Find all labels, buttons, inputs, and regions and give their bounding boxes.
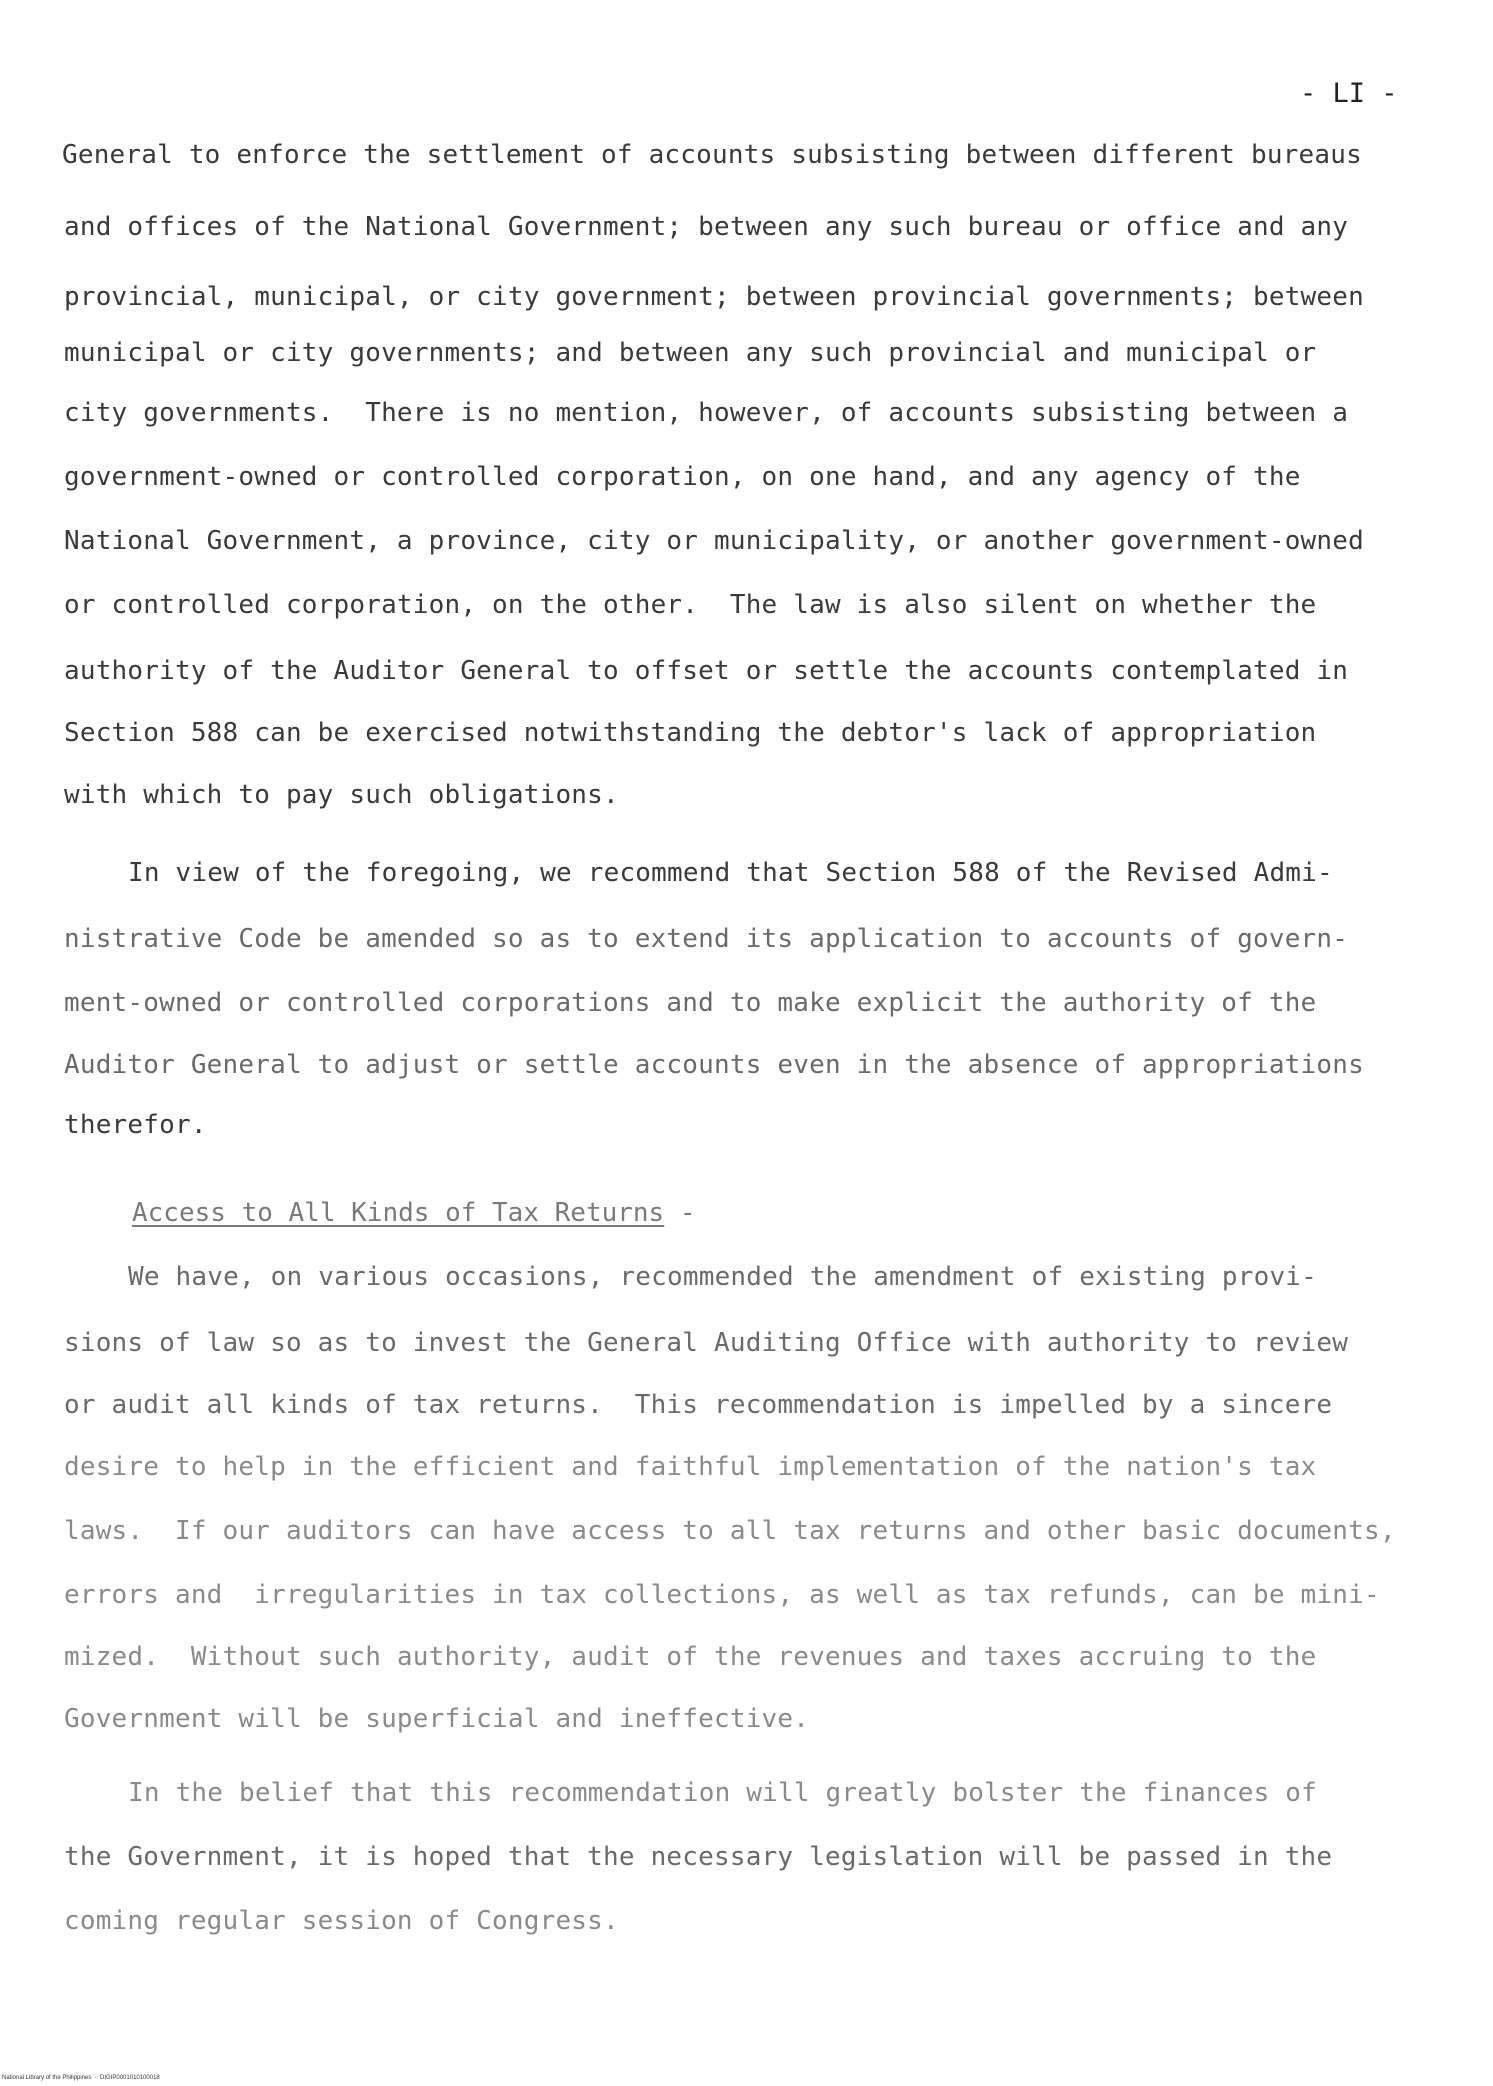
paragraph-line: Auditor General to adjust or settle accounts even in the absence of appropriations — [64, 1050, 1364, 1080]
section-heading-text: Access to All Kinds of Tax Returns — [132, 1198, 665, 1228]
paragraph-line: therefor. — [64, 1110, 207, 1140]
page-number: - LI - — [1300, 78, 1398, 109]
paragraph-line: with which to pay such obligations. — [64, 780, 619, 810]
paragraph-line: errors and irregularities in tax collections, as well as tax refunds, can be mini- — [64, 1580, 1380, 1610]
paragraph-line: or audit all kinds of tax returns. This recommendation is impelled by a sincere — [64, 1390, 1333, 1420]
paragraph-line: We have, on various occasions, recommended the amendment of existing provi- — [128, 1262, 1317, 1292]
paragraph-line: laws. If our auditors can have access to all tax returns and other basic documents, — [64, 1516, 1396, 1546]
scan-footer: National Library of the Philippines · DIGIP0001010100018 — [2, 2075, 160, 2081]
paragraph-line: and offices of the National Government; between any such bureau or office and any — [64, 212, 1349, 242]
paragraph-line: municipal or city governments; and between any such provincial and municipal or — [64, 338, 1317, 368]
paragraph-line: In the belief that this recommendation will greatly bolster the finances of — [128, 1778, 1317, 1808]
paragraph-line: coming regular session of Congress. — [64, 1906, 619, 1936]
paragraph-line: the Government, it is hoped that the necessary legislation will be passed in the — [64, 1842, 1333, 1872]
paragraph-line: desire to help in the efficient and faithful implementation of the nation's tax — [64, 1452, 1317, 1482]
paragraph-line: General to enforce the settlement of accounts subsisting between different bureaus — [62, 140, 1362, 170]
paragraph-line: ment-owned or controlled corporations and to make explicit the authority of the — [64, 988, 1317, 1018]
paragraph-line: Section 588 can be exercised notwithstanding the debtor's lack of appropriation — [64, 718, 1317, 748]
paragraph-line: National Government, a province, city or municipality, or another government-owned — [64, 526, 1364, 556]
paragraph-line: sions of law so as to invest the General Auditing Office with authority to review — [64, 1328, 1349, 1358]
section-heading-suffix: - — [664, 1198, 696, 1228]
paragraph-line: government-owned or controlled corporation, on one hand, and any agency of the — [64, 462, 1301, 492]
paragraph-line: Government will be superficial and ineffective. — [64, 1704, 810, 1734]
paragraph-line: authority of the Auditor General to offset or settle the accounts contemplated in — [64, 656, 1349, 686]
paragraph-line: mized. Without such authority, audit of the revenues and taxes accruing to the — [64, 1642, 1317, 1672]
section-heading — [132, 1198, 696, 1228]
paragraph-line: or controlled corporation, on the other. The law is also silent on whether the — [64, 590, 1317, 620]
paragraph-line: provincial, municipal, or city government; between provincial governments; between — [64, 282, 1364, 312]
paragraph-line: nistrative Code be amended so as to extend its application to accounts of govern- — [64, 924, 1349, 954]
paragraph-line: city governments. There is no mention, however, of accounts subsisting between a — [64, 398, 1349, 428]
paragraph-line: In view of the foregoing, we recommend that Section 588 of the Revised Admi- — [128, 858, 1333, 888]
